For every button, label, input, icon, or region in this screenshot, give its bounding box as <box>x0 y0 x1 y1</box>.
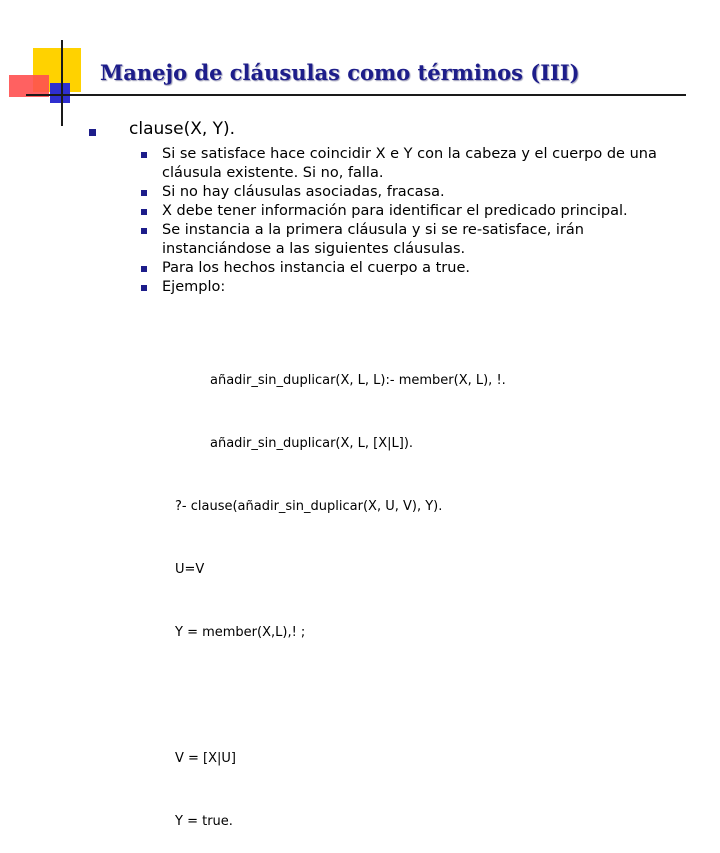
sub-bullet-text: X debe tener información para identificar el predicado principal. <box>162 203 628 219</box>
slide-title: Manejo de cláusulas como términos (III) <box>100 60 580 85</box>
square-bullet-icon <box>141 228 147 234</box>
sub-bullet-item <box>141 221 681 259</box>
code-line: Y = member(X,L),! ; <box>175 625 306 640</box>
square-bullet-icon <box>141 266 147 272</box>
sub-bullet-item <box>141 259 681 278</box>
code-line-blank <box>175 685 506 706</box>
sub-bullet-list <box>141 145 681 297</box>
decorative-blue-square <box>50 83 70 103</box>
sub-bullet-item <box>141 183 681 202</box>
square-bullet-icon <box>141 285 147 291</box>
code-example-block <box>175 328 506 853</box>
code-line: añadir_sin_duplicar(X, L, L):- member(X, L), !. <box>210 373 506 388</box>
code-line: Y = true. <box>175 814 233 829</box>
title-underline-divider <box>26 94 686 96</box>
sub-bullet-text: Para los hechos instancia el cuerpo a true. <box>162 260 470 276</box>
code-line: U=V <box>175 562 205 577</box>
sub-bullet-text: Si se satisface hace coincidir X e Y con la cabeza y el cuerpo de una cláusula existente. Si no, falla. <box>162 146 657 181</box>
sub-bullet-item <box>141 145 681 183</box>
sub-bullet-text: Si no hay cláusulas asociadas, fracasa. <box>162 184 445 200</box>
main-bullet-text: clause(X, Y). <box>129 119 236 139</box>
code-line: ?- clause(añadir_sin_duplicar(X, U, V), Y). <box>175 499 443 514</box>
square-bullet-icon <box>141 152 147 158</box>
code-line: añadir_sin_duplicar(X, L, [X|L]). <box>210 436 414 451</box>
square-bullet-icon <box>89 129 96 136</box>
sub-bullet-item <box>141 202 681 221</box>
square-bullet-icon <box>141 209 147 215</box>
sub-bullet-text: Se instancia a la primera cláusula y si se re-satisface, irán instanciándose a las siguientes cláusulas. <box>162 222 584 257</box>
decorative-vertical-line <box>61 40 63 126</box>
sub-bullet-item <box>141 278 681 297</box>
square-bullet-icon <box>141 190 147 196</box>
code-line: V = [X|U] <box>175 751 236 766</box>
sub-bullet-text: Ejemplo: <box>162 279 226 295</box>
